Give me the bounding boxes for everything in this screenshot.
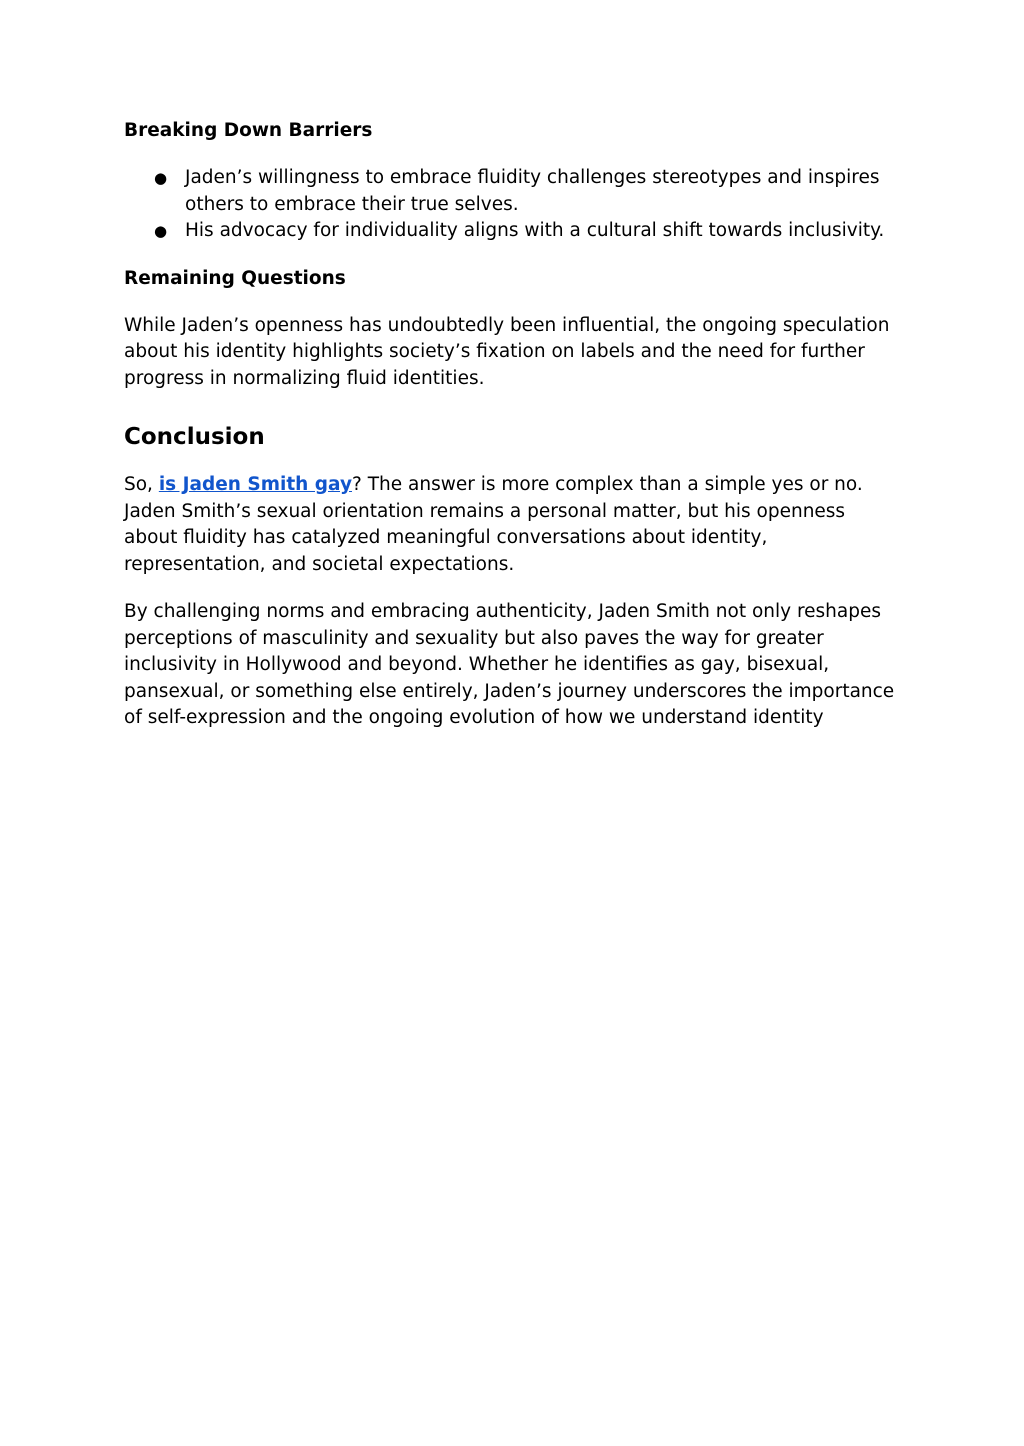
jaden-smith-gay-link[interactable]: is Jaden Smith gay (158, 474, 353, 495)
breaking-down-heading: Breaking Down Barriers (124, 120, 373, 141)
conclusion-paragraph-2: By challenging norms and embracing authenticity, Jaden Smith not only reshapes perceptions of masculinity and sexuality but also paves the way for greater inclusivity in Hollywood and beyond. Whether he identifies as gay, bisexual, pansexual, or something else entirely, Jaden’s journey underscores the importance of self-expression and the ongoing evolution of how we understand identity (124, 601, 895, 728)
list-item-text: Jaden’s willingness to embrace fluidity challenges stereotypes and inspires others to embrace their true selves. (185, 167, 880, 215)
conclusion-paragraph-1 (124, 472, 904, 578)
conclusion-p1-suffix: ? The answer is more complex than a simple yes or no. Jaden Smith’s sexual orientation remains a personal matter, but his openness about fluidity has catalyzed meaningful conversations about identity, representation, and societal expectations. (124, 474, 863, 575)
bullet-icon: ● (154, 169, 168, 187)
conclusion-heading: Conclusion (124, 424, 265, 450)
document-page (124, 118, 904, 753)
list-item (124, 165, 904, 218)
remaining-questions-heading: Remaining Questions (124, 267, 346, 289)
list-item-text: His advocacy for individuality aligns with a cultural shift towards inclusivity. (185, 220, 885, 241)
breaking-down-list (124, 165, 904, 245)
conclusion-p1-prefix: So, (124, 474, 159, 495)
bullet-icon: ● (154, 222, 168, 240)
list-item (124, 218, 904, 245)
remaining-questions-paragraph: While Jaden’s openness has undoubtedly been influential, the ongoing speculation about his identity highlights society’s fixation on labels and the need for further progress in normalizing fluid identities. (124, 314, 890, 389)
